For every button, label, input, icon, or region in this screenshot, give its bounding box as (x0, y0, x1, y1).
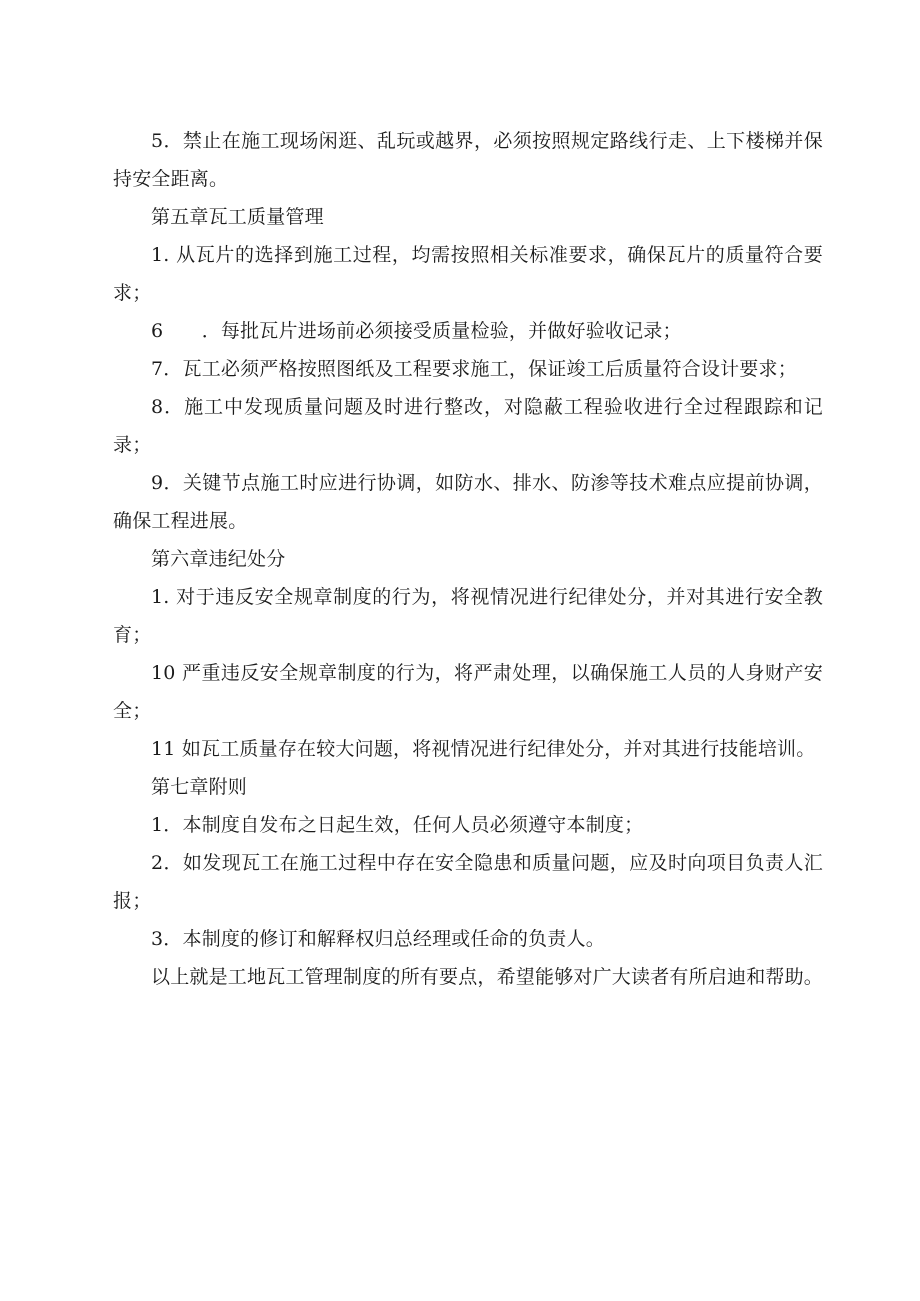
document-body (113, 122, 823, 996)
paragraph-quality-1: 1. 从瓦片的选择到施工过程，均需按照相关标准要求，确保瓦片的质量符合要求； (113, 244, 823, 304)
paragraph-quality-7: 7．瓦工必须严格按照图纸及工程要求施工，保证竣工后质量符合设计要求； (151, 358, 797, 380)
paragraph-quality-8: 8．施工中发现质量问题及时进行整改，对隐蔽工程验收进行全过程跟踪和记录； (113, 396, 823, 456)
paragraph-quality-9: 9．关键节点施工时应进行协调，如防水、排水、防渗等技术难点应提前协调，确保工程进展。 (113, 472, 823, 532)
paragraph-conclusion: 以上就是工地瓦工管理制度的所有要点，希望能够对广大读者有所启迪和帮助。 (151, 966, 824, 988)
paragraph-appendix-3: 3．本制度的修订和解释权归总经理或任命的负责人。 (151, 928, 605, 950)
paragraph-discipline-11: 11 如瓦工质量存在较大问题，将视情况进行纪律处分，并对其进行技能培训。 (151, 738, 816, 760)
paragraph-item-5: 5．禁止在施工现场闲逛、乱玩或越界，必须按照规定路线行走、上下楼梯并保持安全距离。 (113, 130, 823, 190)
chapter-heading-5: 第五章瓦工质量管理 (151, 206, 324, 228)
chapter-heading-6: 第六章违纪处分 (151, 548, 286, 570)
paragraph-quality-6: 6 ．每批瓦片进场前必须接受质量检验，并做好验收记录； (151, 320, 682, 342)
paragraph-appendix-2: 2．如发现瓦工在施工过程中存在安全隐患和质量问题，应及时向项目负责人汇报； (113, 852, 823, 912)
paragraph-discipline-10: 10 严重违反安全规章制度的行为，将严肃处理，以确保施工人员的人身财产安全； (113, 662, 823, 722)
paragraph-appendix-1: 1．本制度自发布之日起生效，任何人员必须遵守本制度； (151, 814, 644, 836)
chapter-heading-7: 第七章附则 (151, 776, 248, 798)
paragraph-discipline-1: 1. 对于违反安全规章制度的行为，将视情况进行纪律处分，并对其进行安全教育； (113, 586, 823, 646)
